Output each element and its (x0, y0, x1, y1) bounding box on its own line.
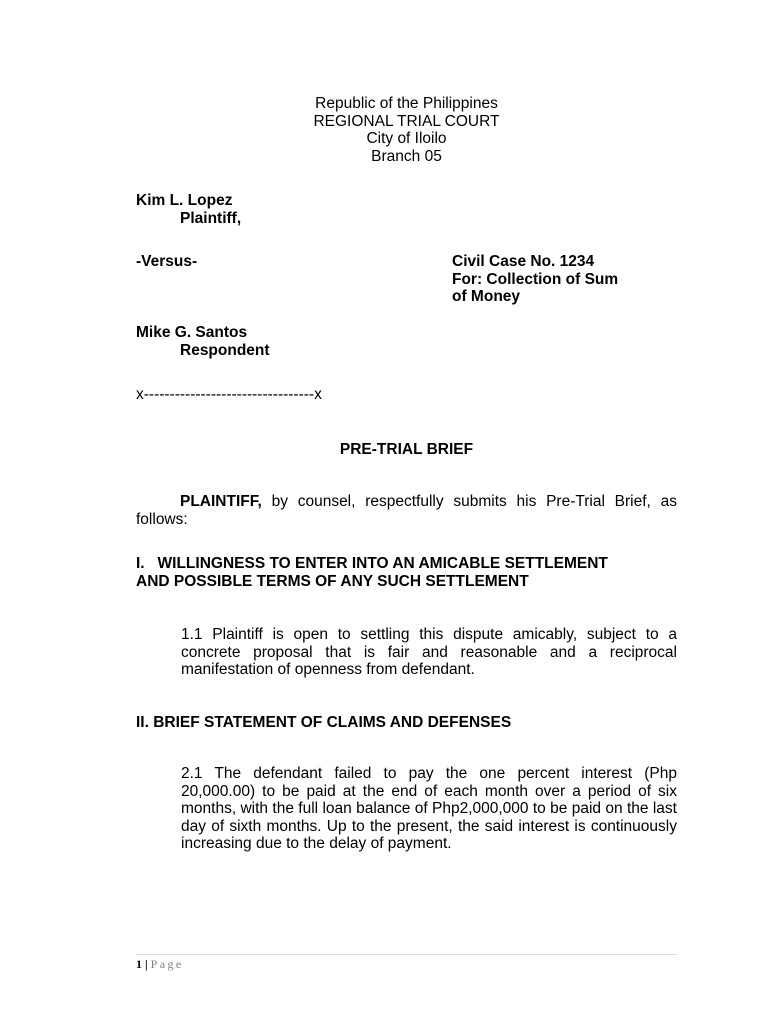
case-nature-line2: of Money (452, 288, 521, 305)
header-republic: Republic of the Philippines (315, 95, 498, 112)
intro-lead: PLAINTIFF, (180, 493, 262, 510)
section1-heading (136, 555, 677, 590)
header-branch: Branch 05 (371, 147, 442, 165)
footer-divider (136, 954, 677, 955)
court-header (136, 95, 677, 165)
page-number: 1 (136, 957, 142, 971)
section1-heading-line2: AND POSSIBLE TERMS OF ANY SUCH SETTLEMENT (136, 572, 529, 590)
plaintiff-block (136, 192, 677, 227)
case-nature-line1: For: Collection of Sum (452, 270, 619, 288)
versus-label: -Versus- (136, 253, 198, 270)
plaintiff-role: Plaintiff, (180, 209, 242, 227)
respondent-block (136, 324, 677, 359)
respondent-role: Respondent (180, 341, 270, 359)
plaintiff-name: Kim L. Lopez (136, 192, 233, 209)
page-word: Page (150, 957, 184, 971)
header-court: REGIONAL TRIAL COURT (313, 112, 500, 130)
header-city: City of Iloilo (366, 130, 447, 147)
case-number: Civil Case No. 1234 (452, 253, 595, 270)
intro-paragraph (136, 493, 677, 528)
section1-heading-line1: I. WILLINGNESS TO ENTER INTO AN AMICABLE SETTLEMENT (136, 555, 608, 572)
respondent-name: Mike G. Santos (136, 324, 248, 341)
section1-paragraph: 1.1 Plaintiff is open to settling this dispute amicably, subject to a concrete proposal that is fair and reasonable and a reciprocal manifestation of openness from defendant. (181, 626, 677, 678)
page-footer (136, 956, 184, 972)
case-caption (136, 253, 677, 305)
intro-text: by counsel, respectfully submits his Pre-Trial Brief, as follows: (136, 493, 677, 528)
section2-heading: II. BRIEF STATEMENT OF CLAIMS AND DEFENSES (136, 714, 512, 731)
footer-separator: | (145, 957, 148, 971)
section2-paragraph: 2.1 The defendant failed to pay the one percent interest (Php 20,000.00) to be paid at the end of each month over a period of six months, with the full loan balance of Php2,000,000 to be paid on the last day of sixth months. Up to the present, the said interest is continuously increasing due to the delay of payment. (181, 765, 677, 852)
document-title: PRE-TRIAL BRIEF (339, 441, 474, 458)
case-details (452, 253, 682, 306)
caption-divider: x---------------------------------x (136, 386, 322, 403)
